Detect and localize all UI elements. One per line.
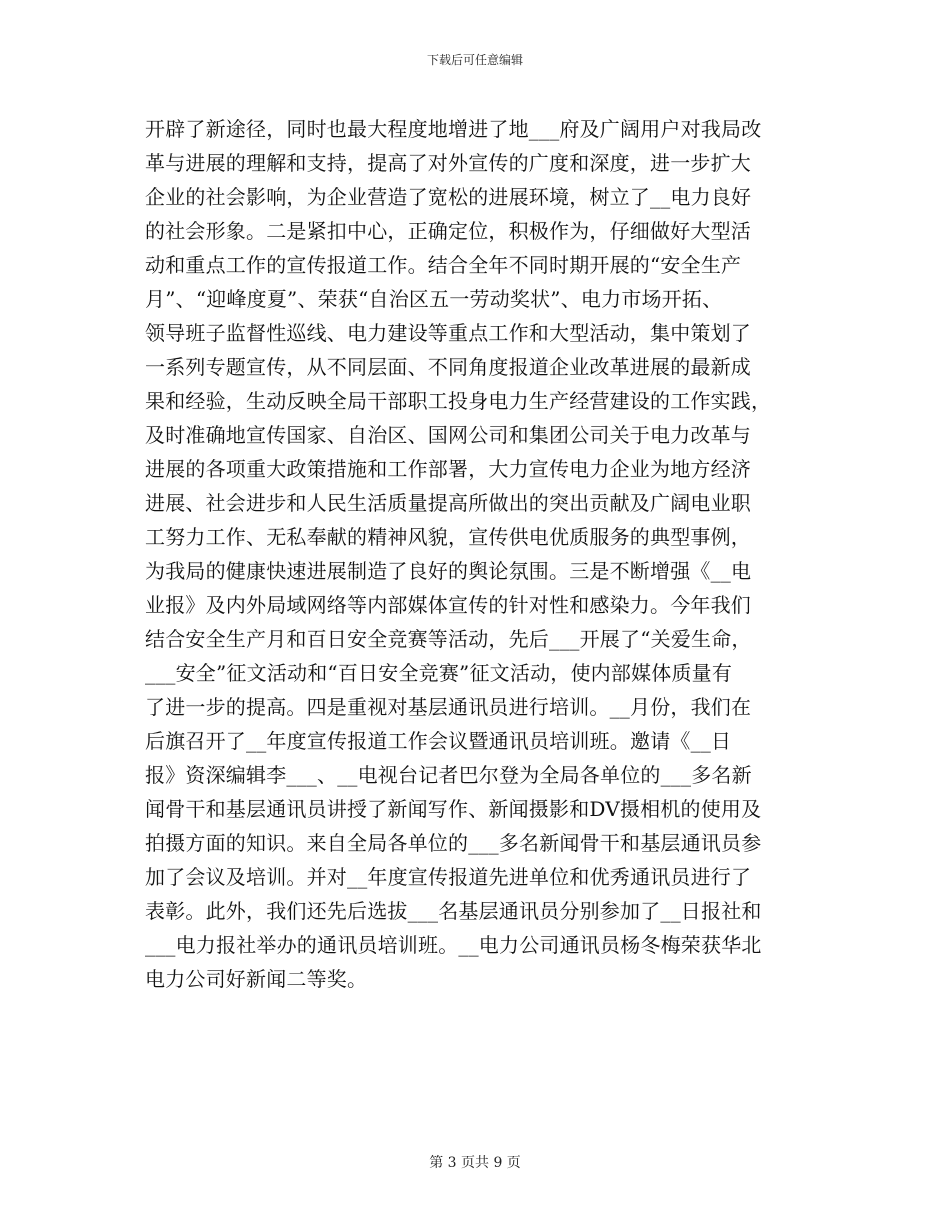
body-line: ___安全”征文活动和“百日安全竞赛”征文活动，使内部媒体质量有 bbox=[145, 661, 733, 685]
body-line: 结合安全生产月和百日安全竞赛等活动，先后___开展了“关爱生命， bbox=[145, 627, 752, 651]
body-line: ___电力报社举办的通讯员培训班。__电力公司通讯员杨冬梅荣获华北 bbox=[145, 933, 762, 957]
body-line: 动和重点工作的宣传报道工作。结合全年不同时期开展的“安全生产 bbox=[145, 253, 742, 277]
body-line: 果和经验，生动反映全局干部职工投身电力生产经营建设的工作实践， bbox=[145, 389, 772, 413]
body-line: 电力公司好新闻二等奖。 bbox=[145, 967, 368, 991]
body-line: 报》资深编辑李___、__电视台记者巴尔登为全局各单位的___多名新 bbox=[145, 763, 752, 787]
body-line: 开辟了新途径，同时也最大程度地增进了地___府及广阔用户对我局改 bbox=[145, 117, 762, 141]
body-line: 的社会形象。二是紧扣中心，正确定位，积极作为，仔细做好大型活 bbox=[145, 219, 751, 243]
body-line: 及时准确地宣传国家、自治区、国网公司和集团公司关于电力改革与 bbox=[145, 423, 751, 447]
body-line: 月”、“迎峰度夏”、荣获“自治区五一劳动奖状”、电力市场开拓、 bbox=[145, 287, 723, 311]
body-line: 企业的社会影响，为企业营造了宽松的进展环境，树立了__电力良好 bbox=[145, 185, 752, 209]
body-line: 工努力工作、无私奉献的精神风貌，宣传供电优质服务的典型事例， bbox=[145, 525, 751, 549]
body-line: 革与进展的理解和支持，提高了对外宣传的广度和深度，进一步扩大 bbox=[145, 151, 751, 175]
body-line: 了进一步的提高。四是重视对基层通讯员进行培训。__月份，我们在 bbox=[145, 695, 752, 719]
body-line: 后旗召开了__年度宣传报道工作会议暨通讯员培训班。邀请《__日 bbox=[145, 729, 732, 753]
page-number: 第 3 页共 9 页 bbox=[429, 1155, 521, 1171]
body-line: 进展、社会进步和人民生活质量提高所做出的突出贡献及广阔电业职 bbox=[145, 491, 751, 515]
body-line: 加了会议及培训。并对__年度宣传报道先进单位和优秀通讯员进行了 bbox=[145, 865, 752, 889]
document-body bbox=[145, 112, 825, 996]
body-line: 表彰。此外，我们还先后选拔___名基层通讯员分别参加了__日报社和 bbox=[145, 899, 762, 923]
body-line: 闻骨干和基层通讯员讲授了新闻写作、新闻摄影和DV摄相机的使用及 bbox=[145, 797, 762, 821]
body-line: 进展的各项重大政策措施和工作部署，大力宣传电力企业为地方经济 bbox=[145, 457, 751, 481]
page-header: 下载后可任意编辑 bbox=[426, 53, 523, 67]
body-line: 为我局的健康快速进展制造了良好的舆论氛围。三是不断增强《__电 bbox=[145, 559, 752, 583]
body-line: 拍摄方面的知识。来自全局各单位的___多名新闻骨干和基层通讯员参 bbox=[145, 831, 762, 855]
body-line: 领导班子监督性巡线、电力建设等重点工作和大型活动，集中策划了 bbox=[145, 321, 751, 345]
body-line: 一系列专题宣传，从不同层面、不同角度报道企业改革进展的最新成 bbox=[145, 355, 751, 379]
body-line: 业报》及内外局域网络等内部媒体宣传的针对性和感染力。今年我们 bbox=[145, 593, 751, 617]
